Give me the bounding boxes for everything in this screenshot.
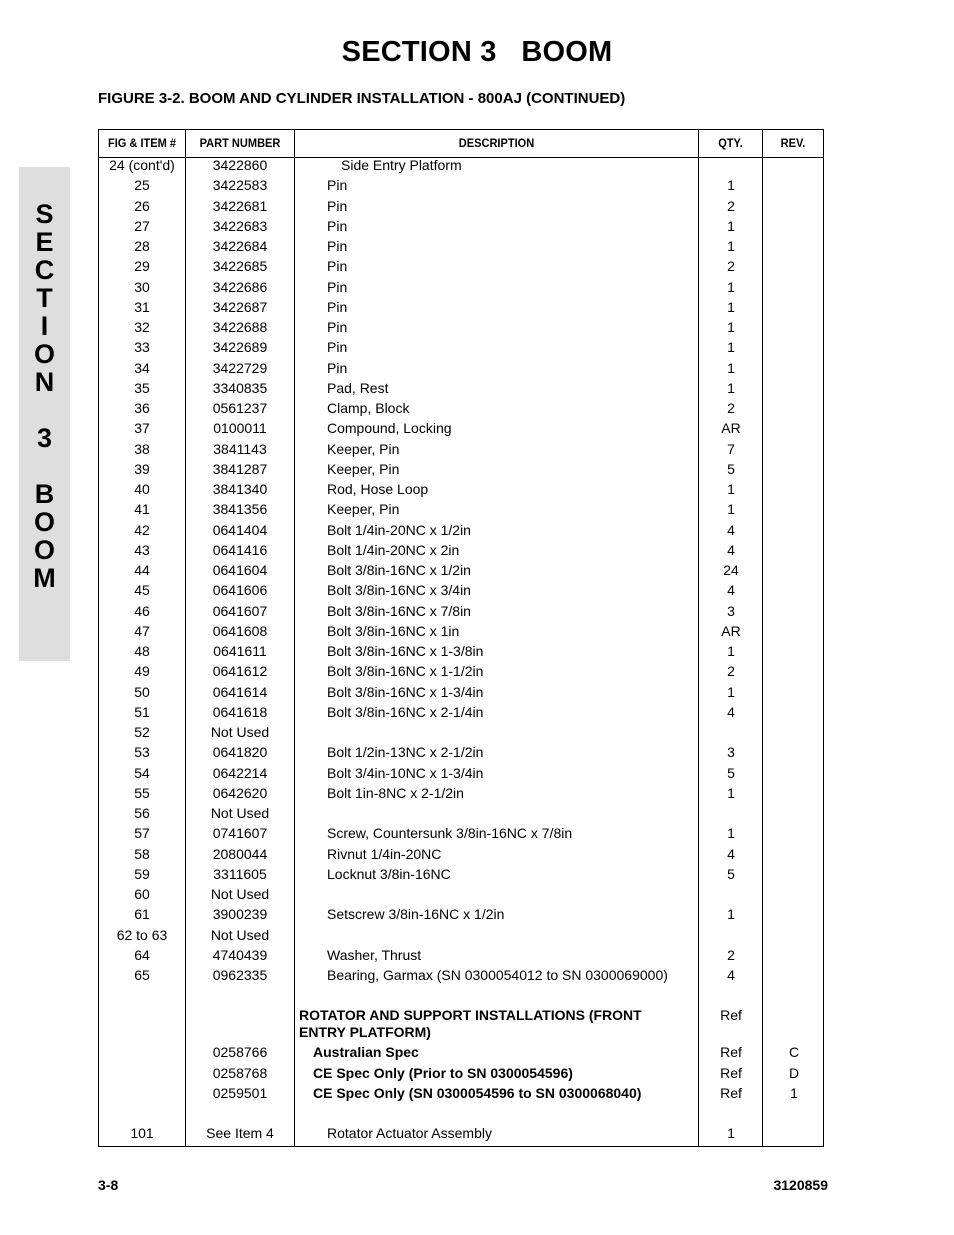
section-side-tab	[19, 167, 70, 661]
quantity-cell: 1	[727, 1125, 735, 1141]
quantity-cell: 1	[727, 339, 735, 356]
description-cell: Bolt 3/4in-10NC x 1-3/4in	[327, 764, 484, 781]
quantity-cell: Ref	[720, 1064, 742, 1081]
item-number-cell: 62 to 63	[116, 926, 168, 943]
description-cell: Bolt 3/8in-16NC x 1-3/4in	[327, 683, 484, 700]
description-cell: Keeper, Pin	[327, 440, 400, 457]
item-number-cell: 29	[134, 258, 150, 275]
description-cell: Pin	[327, 359, 348, 376]
description-cell: Screw, Countersunk 3/8in-16NC x 7/8in	[327, 825, 573, 842]
item-number-cell: 31	[134, 298, 150, 315]
description-cell: Keeper, Pin	[327, 460, 400, 477]
quantity-cell: 3	[727, 744, 735, 761]
part-number-cell: 3422689	[212, 339, 268, 356]
quantity-cell: 1	[727, 177, 735, 194]
description-cell: Bearing, Garmax (SN 0300054012 to SN 0300069000)	[327, 967, 668, 983]
description-cell: Pin	[327, 339, 348, 356]
part-number-cell: 0641820	[212, 744, 268, 761]
quantity-cell: AR	[721, 420, 741, 437]
part-number-cell: 0641608	[212, 622, 268, 639]
part-number-cell: 0642620	[212, 784, 268, 801]
quantity-cell: 24	[723, 562, 739, 578]
item-number-cell: 33	[134, 339, 150, 356]
part-number-cell: 0642214	[212, 764, 268, 781]
quantity-cell: 1	[727, 217, 735, 234]
item-number-cell: 47	[134, 622, 150, 639]
section-title: SECTION 3 BOOM	[341, 36, 613, 68]
part-number-cell: 3841340	[212, 481, 268, 497]
item-number-cell: 45	[134, 582, 150, 599]
part-number-cell: 0641606	[212, 582, 268, 599]
description-cell: Locknut 3/8in-16NC	[327, 865, 451, 882]
item-number-cell: 39	[134, 460, 150, 477]
item-number-cell: 28	[134, 238, 150, 254]
description-cell: Bolt 3/8in-16NC x 2-1/4in	[327, 703, 484, 720]
part-number-cell: Not Used	[210, 886, 270, 902]
part-number-cell: 3340835	[212, 379, 268, 396]
item-number-cell: 25	[134, 177, 150, 194]
quantity-cell: 1	[727, 319, 735, 335]
quantity-cell: 5	[727, 865, 735, 882]
description-cell: Pin	[327, 217, 348, 234]
quantity-cell: 1	[727, 298, 735, 315]
figure-title: FIGURE 3-2. BOOM AND CYLINDER INSTALLATION - 800AJ (CONTINUED)	[98, 90, 626, 107]
quantity-cell: 4	[727, 967, 735, 983]
description-cell: Bolt 1/2in-13NC x 2-1/2in	[327, 744, 484, 761]
parts-table	[98, 129, 824, 1147]
item-number-cell: 43	[134, 541, 150, 558]
header-item: FIG & ITEM #	[107, 136, 177, 150]
quantity-cell: 1	[727, 825, 735, 842]
quantity-cell: 1	[727, 501, 735, 518]
item-number-cell: 101	[130, 1125, 154, 1141]
item-number-cell: 54	[134, 764, 150, 781]
quantity-cell: 4	[727, 845, 735, 862]
item-number-cell: 58	[134, 845, 150, 862]
item-number-cell: 26	[134, 197, 150, 214]
part-number-cell: 3311605	[213, 865, 267, 882]
quantity-cell: 1	[727, 906, 735, 923]
item-number-cell: 30	[134, 278, 150, 295]
quantity-cell: 4	[727, 703, 735, 720]
quantity-cell: 2	[727, 197, 735, 214]
quantity-cell: 1	[727, 359, 735, 376]
description-cell: Bolt 3/8in-16NC x 1in	[327, 622, 460, 639]
item-number-cell: 65	[134, 967, 150, 983]
part-number-cell: 0561237	[212, 400, 268, 416]
description-cell: Pin	[327, 298, 348, 315]
quantity-cell: 3	[727, 602, 735, 619]
part-number-cell: 3422729	[212, 359, 268, 376]
item-number-cell: 41	[134, 501, 150, 518]
item-number-cell: 44	[134, 562, 150, 578]
quantity-cell: 2	[727, 663, 735, 680]
item-number-cell: 53	[134, 744, 150, 761]
item-number-cell: 61	[134, 906, 150, 923]
description-cell: CE Spec Only (Prior to SN 0300054596)	[313, 1064, 573, 1081]
description-cell: Pin	[327, 258, 348, 275]
part-number-cell: Not Used	[210, 805, 270, 821]
description-cell: Bolt 1/4in-20NC x 2in	[327, 541, 460, 558]
quantity-cell: 2	[727, 946, 735, 963]
quantity-cell: 1	[727, 784, 735, 801]
header-rev: REV.	[780, 136, 806, 150]
item-number-cell: 34	[134, 359, 150, 376]
quantity-cell: 4	[727, 582, 735, 599]
item-number-cell: 56	[134, 805, 150, 821]
description-cell: Bolt 3/8in-16NC x 3/4in	[327, 582, 471, 599]
part-number-cell: 0641611	[213, 643, 267, 659]
part-number-cell: 3422684	[212, 238, 268, 254]
part-number-cell: 0641607	[212, 602, 268, 619]
description-cell: Washer, Thrust	[327, 946, 422, 963]
description-cell: Bolt 3/8in-16NC x 1-3/8in	[327, 643, 484, 659]
quantity-cell: 4	[727, 541, 735, 558]
description-cell: Compound, Locking	[327, 420, 452, 437]
part-number-cell: 0258768	[212, 1064, 268, 1081]
part-number-cell: 0259501	[212, 1084, 268, 1101]
header-part-number: PART NUMBER	[199, 136, 281, 150]
header-qty: QTY.	[718, 136, 743, 150]
part-number-cell: 0641614	[212, 683, 268, 700]
part-number-cell: 3422860	[212, 157, 268, 173]
part-number-cell: 0100011	[213, 420, 267, 437]
page-number: 3-8	[98, 1177, 119, 1193]
part-number-cell: 3900239	[212, 906, 268, 923]
column-divider	[762, 130, 763, 1146]
description-cell: Keeper, Pin	[327, 501, 400, 518]
quantity-cell: 1	[727, 278, 735, 295]
part-number-cell: 3422683	[212, 217, 268, 234]
description-cell: Rotator Actuator Assembly	[327, 1125, 492, 1141]
part-number-cell: 3422686	[212, 278, 268, 295]
item-number-cell: 59	[134, 865, 150, 882]
part-number-cell: 2080044	[212, 845, 268, 862]
quantity-cell: 7	[727, 440, 735, 457]
quantity-cell: 2	[727, 400, 735, 416]
part-number-cell: 0641612	[212, 663, 268, 680]
quantity-cell: 4	[727, 521, 735, 538]
quantity-cell: 1	[727, 481, 735, 497]
part-number-cell: 0962335	[212, 967, 268, 983]
document-number: 3120859	[773, 1177, 828, 1193]
description-cell: Bolt 1in-8NC x 2-1/2in	[327, 784, 464, 801]
quantity-cell: Ref	[720, 1007, 742, 1024]
quantity-cell: 1	[727, 379, 735, 396]
item-number-cell: 32	[134, 319, 150, 335]
description-cell: Pin	[327, 177, 348, 194]
item-number-cell: 46	[134, 602, 150, 619]
item-number-cell: 37	[134, 420, 150, 437]
item-number-cell: 36	[134, 400, 150, 416]
part-number-cell: See Item 4	[206, 1125, 274, 1141]
part-number-cell: 4740439	[212, 946, 268, 963]
item-number-cell: 57	[134, 825, 150, 842]
part-number-cell: Not Used	[210, 724, 270, 740]
part-number-cell: 3422688	[212, 319, 268, 335]
description-cell: Pin	[327, 278, 348, 295]
item-number-cell: 24 (cont'd)	[109, 157, 175, 173]
description-cell: Pad, Rest	[327, 379, 389, 396]
part-number-cell: 3841356	[212, 501, 268, 518]
item-number-cell: 60	[134, 886, 150, 902]
revision-cell: C	[788, 1044, 800, 1061]
description-cell: ROTATOR AND SUPPORT INSTALLATIONS (FRONT ENTRY PLATFORM)	[299, 1007, 642, 1041]
part-number-cell: 0641604	[212, 562, 268, 578]
item-number-cell: 55	[134, 784, 150, 801]
description-cell: Bolt 3/8in-16NC x 1/2in	[327, 562, 471, 578]
description-cell: Pin	[327, 238, 348, 254]
quantity-cell: 1	[727, 683, 735, 700]
item-number-cell: 52	[134, 724, 150, 740]
part-number-cell: 3422687	[212, 298, 268, 315]
quantity-cell: 1	[727, 238, 735, 254]
part-number-cell: 3422583	[212, 177, 268, 194]
description-cell: Rod, Hose Loop	[327, 481, 429, 497]
side-tab-label: S E C T I O N 3 B O O M	[33, 199, 56, 593]
description-cell: Bolt 1/4in-20NC x 1/2in	[327, 521, 471, 538]
description-cell: Bolt 3/8in-16NC x 7/8in	[327, 602, 471, 619]
part-number-cell: 0641618	[212, 703, 268, 720]
revision-cell: 1	[790, 1084, 798, 1101]
description-cell: CE Spec Only (SN 0300054596 to SN 0300068040)	[313, 1084, 642, 1101]
part-number-cell: 3422681	[212, 197, 268, 214]
item-number-cell: 50	[134, 683, 150, 700]
part-number-cell: 3841143	[213, 440, 267, 457]
quantity-cell: 1	[727, 643, 735, 659]
item-number-cell: 27	[134, 217, 150, 234]
header-description: DESCRIPTION	[458, 136, 535, 150]
quantity-cell: Ref	[720, 1084, 742, 1101]
quantity-cell: Ref	[720, 1044, 742, 1061]
quantity-cell: 5	[727, 460, 735, 477]
description-cell: Pin	[327, 319, 348, 335]
item-number-cell: 48	[134, 643, 150, 659]
description-cell: Setscrew 3/8in-16NC x 1/2in	[327, 906, 505, 923]
revision-cell: D	[788, 1064, 800, 1081]
description-cell: Side Entry Platform	[341, 157, 462, 173]
column-divider	[294, 130, 295, 1146]
item-number-cell: 40	[134, 481, 150, 497]
description-cell: Clamp, Block	[327, 400, 410, 416]
item-number-cell: 38	[134, 440, 150, 457]
quantity-cell: 2	[727, 258, 735, 275]
quantity-cell: AR	[721, 622, 741, 639]
description-cell: Pin	[327, 197, 348, 214]
description-cell: Australian Spec	[313, 1044, 419, 1061]
part-number-cell: Not Used	[210, 926, 270, 943]
item-number-cell: 35	[134, 379, 150, 396]
item-number-cell: 42	[134, 521, 150, 538]
description-cell: Rivnut 1/4in-20NC	[327, 845, 442, 862]
item-number-cell: 64	[134, 946, 150, 963]
quantity-cell: 5	[727, 764, 735, 781]
part-number-cell: 3841287	[212, 460, 268, 477]
item-number-cell: 51	[134, 703, 150, 720]
description-cell: Bolt 3/8in-16NC x 1-1/2in	[327, 663, 484, 680]
part-number-cell: 3422685	[212, 258, 268, 275]
item-number-cell: 49	[134, 663, 150, 680]
part-number-cell: 0641404	[212, 521, 268, 538]
column-divider	[698, 130, 699, 1146]
part-number-cell: 0258766	[212, 1044, 268, 1061]
part-number-cell: 0641416	[212, 541, 268, 558]
part-number-cell: 0741607	[212, 825, 268, 842]
